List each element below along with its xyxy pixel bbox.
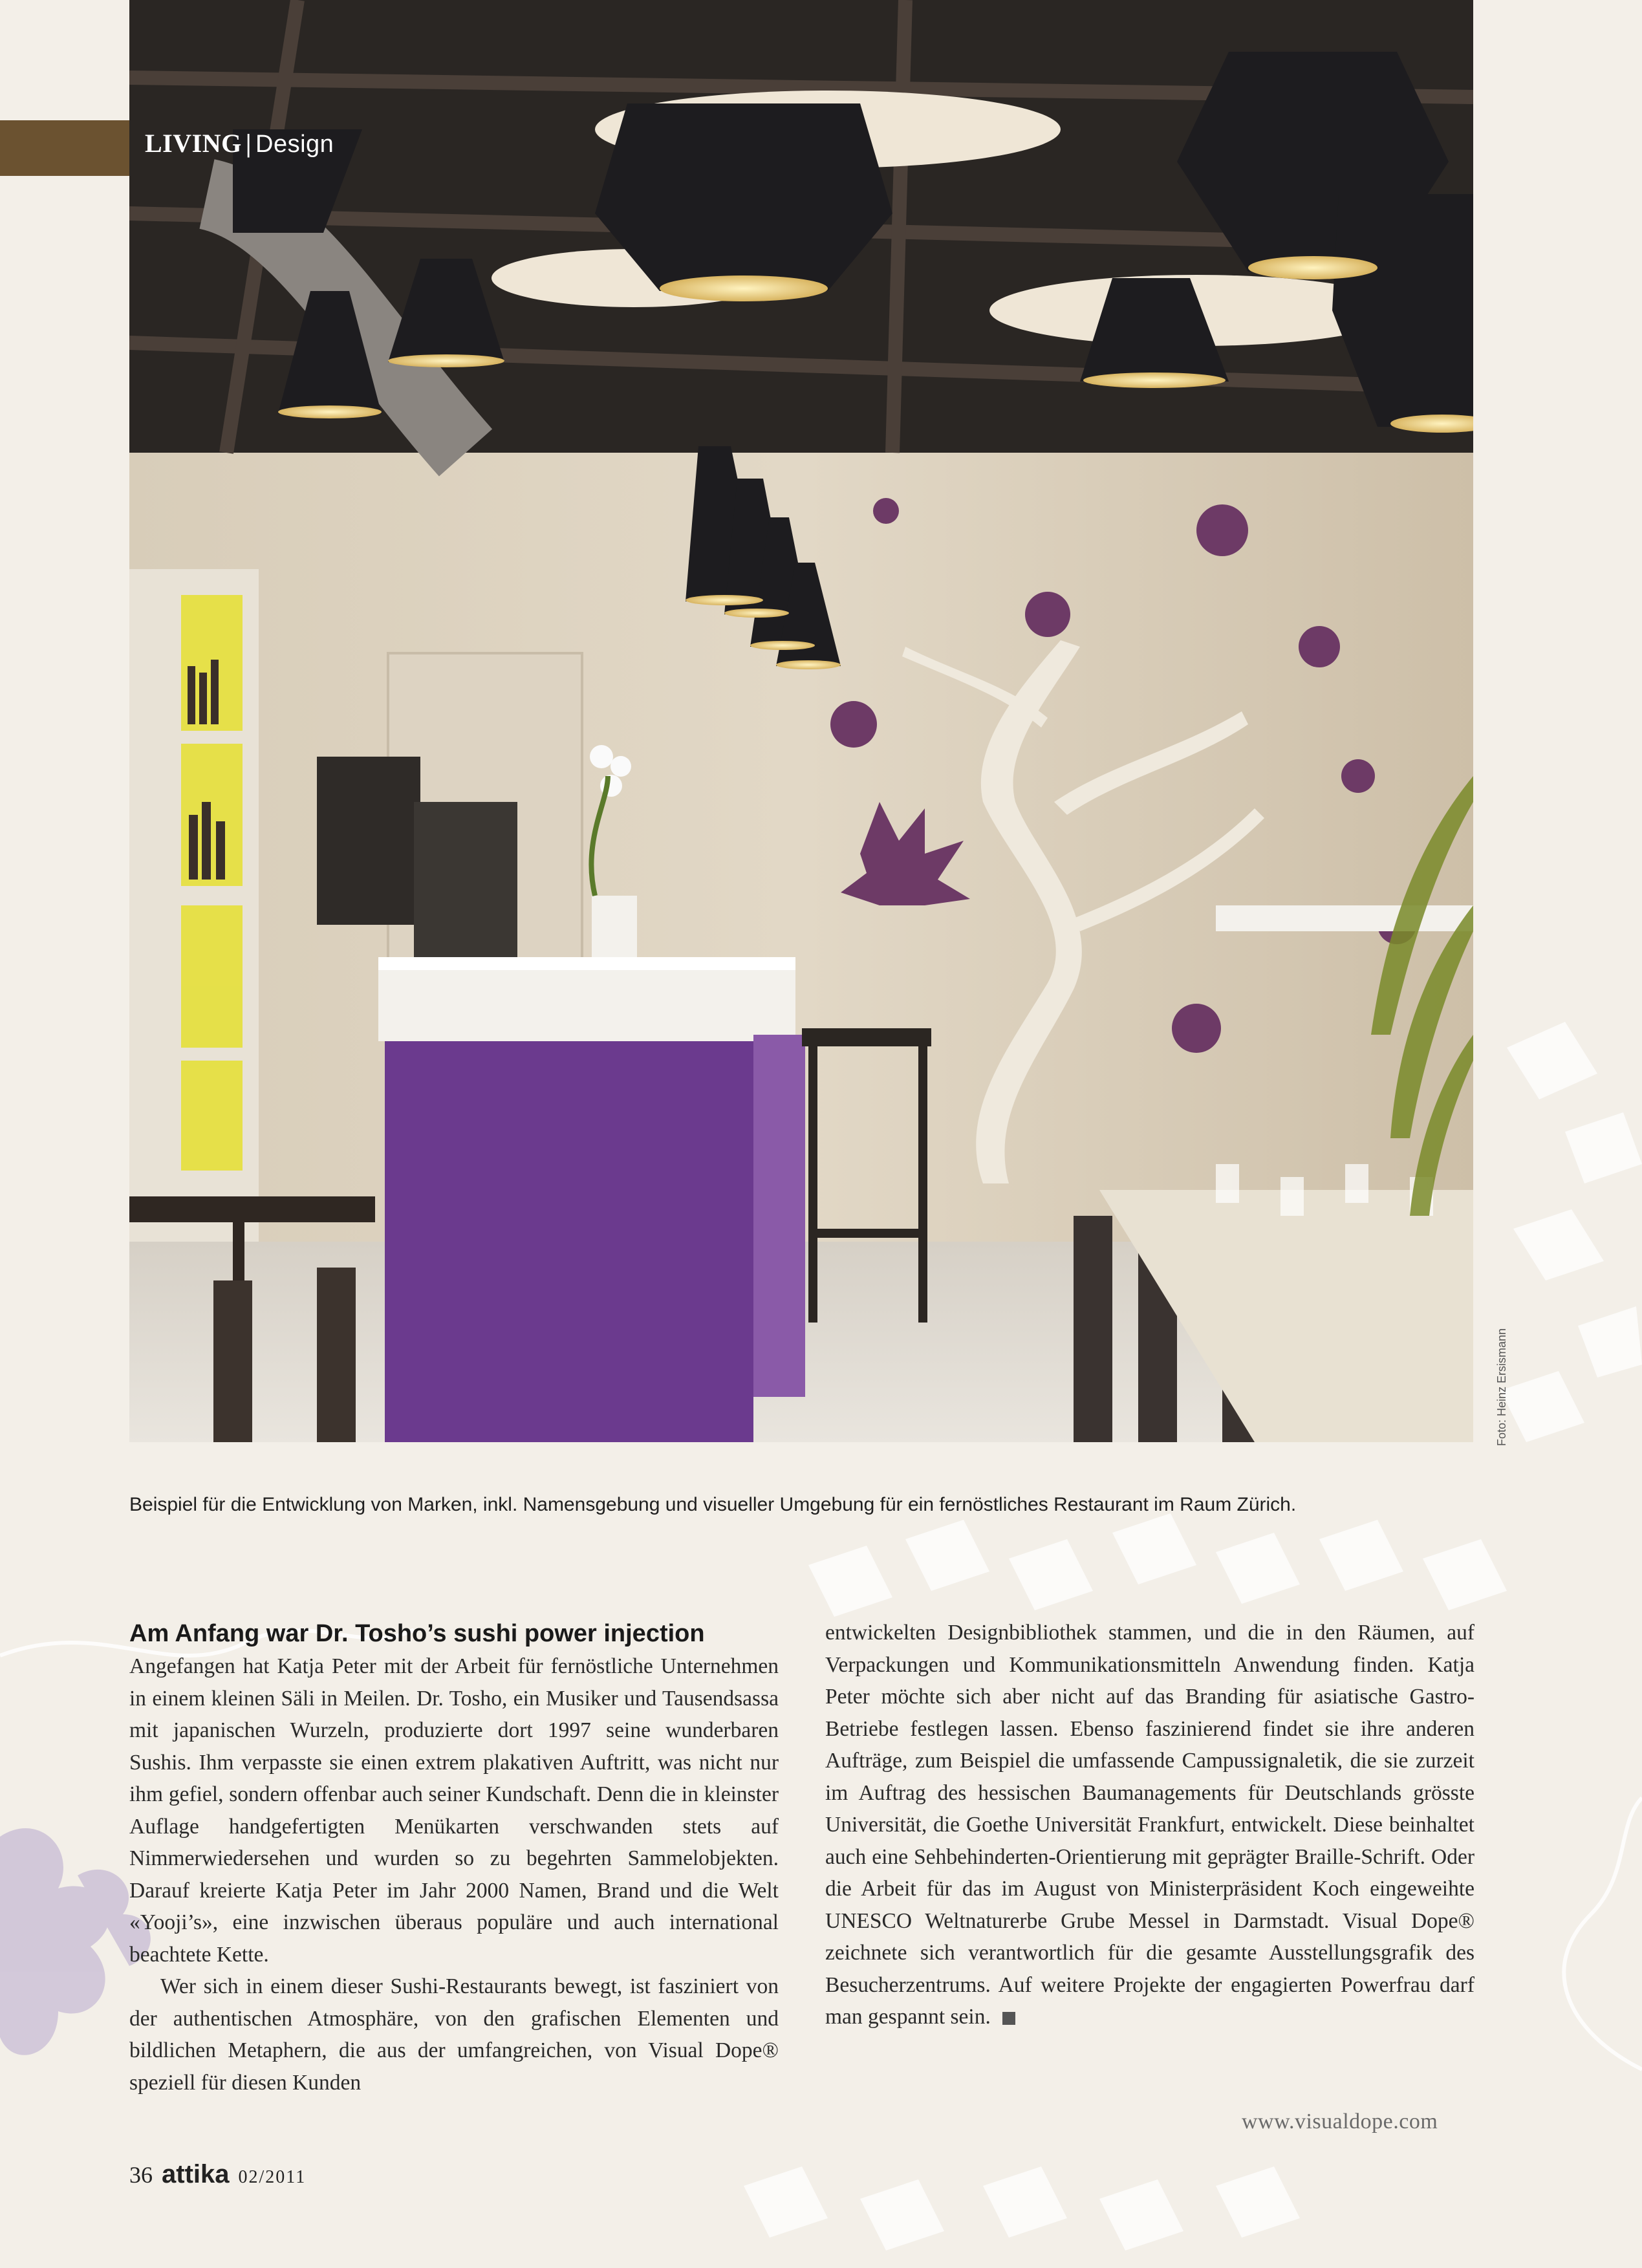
restaurant-photo xyxy=(129,0,1473,1442)
section-topic: Design xyxy=(255,131,334,158)
section-name: LIVING xyxy=(145,129,242,158)
article-column-left xyxy=(129,1617,779,2099)
article-paragraph-continued xyxy=(825,1617,1475,2033)
page-number: 36 xyxy=(129,2162,153,2188)
section-separator: | xyxy=(245,129,252,158)
website-link[interactable]: www.visualdope.com xyxy=(1242,2110,1438,2133)
article-column-right xyxy=(825,1617,1475,2033)
article-paragraph-text: entwickelten Designbibliothek stammen, und die in den Räumen, auf Verpackungen und Kommunikationsmitteln Anwendung finden. Katja Peter möchte sich aber nicht auf das Branding für asiatische Gastro-Betriebe festlegen lassen. Ebenso faszinierend findet sie ihre anderen Aufträge, zum Beispiel die umfassende Campussignaletik, die sie zurzeit im Auftrag des hessischen Baumanagements für Deutschlands grösste Universität, die Goethe Universität Frankfurt, entwickelt. Diese beinhaltet auch eine Sehbehinderten-Orientierung mit geprägter Braille-Schrift. Oder die Arbeit für das im August von Ministerpräsident Koch eingeweihte UNESCO Weltnaturerbe Grube Messel in Darmstadt. Visual Dope® zeichnete sich verantwortlich für die gesamte Ausstellungsgrafik des Besucherzentrums. Auf weitere Projekte der engagierten Powerfrau darf man gespannt sein. xyxy=(825,1621,1475,2029)
magazine-logo: attika xyxy=(162,2160,230,2188)
end-square-icon xyxy=(1002,2012,1015,2025)
article-paragraph: Wer sich in einem dieser Sushi-Restaurants bewegt, ist fasziniert von der authentischen Atmosphäre, von den grafischen Elementen und bildlichen Metaphern, die aus der umfangreichen, von Visual Dope® speziell für diesen Kunden xyxy=(129,1974,779,2095)
page-footer xyxy=(129,2160,306,2189)
photo-caption: Beispiel für die Entwicklung von Marken, inkl. Namensgebung und visueller Umgebung für ein fernöstliches Restaurant im Raum Zürich. xyxy=(129,1494,1297,1515)
article-paragraph: Angefangen hat Katja Peter mit der Arbeit für fernöstliche Unternehmen in einem kleinen Säli in Meilen. Dr. Tosho, ein Musiker und Tausendsassa mit japanischen Wurzeln, produzierte dort 1997 seine wunderbaren Sushis. Ihm verpasste sie einen extrem plakativen Auftritt, was nicht nur ihm gefiel, sondern offenbar auch seiner Kundschaft. Denn die in kleinster Auflage handgefertigten Menükarten verschwanden stets auf Nimmerwiedersehen und wurden so zu begehrten Sammelobjekten. Darauf kreierte Katja Peter im Jahr 2000 Namen, Brand und die Welt «Yooji’s», eine inzwischen überaus populäre und auch international beachtete Kette. xyxy=(129,1654,779,1967)
issue-number: 02/2011 xyxy=(238,2167,307,2187)
photo-credit: Foto: Heinz Ersismann xyxy=(1495,1328,1508,1446)
section-tab-marker xyxy=(0,120,129,176)
article-body xyxy=(129,1617,1475,2147)
section-label xyxy=(145,128,334,158)
article-headline: Am Anfang war Dr. Tosho’s sushi power injection xyxy=(129,1620,705,1647)
